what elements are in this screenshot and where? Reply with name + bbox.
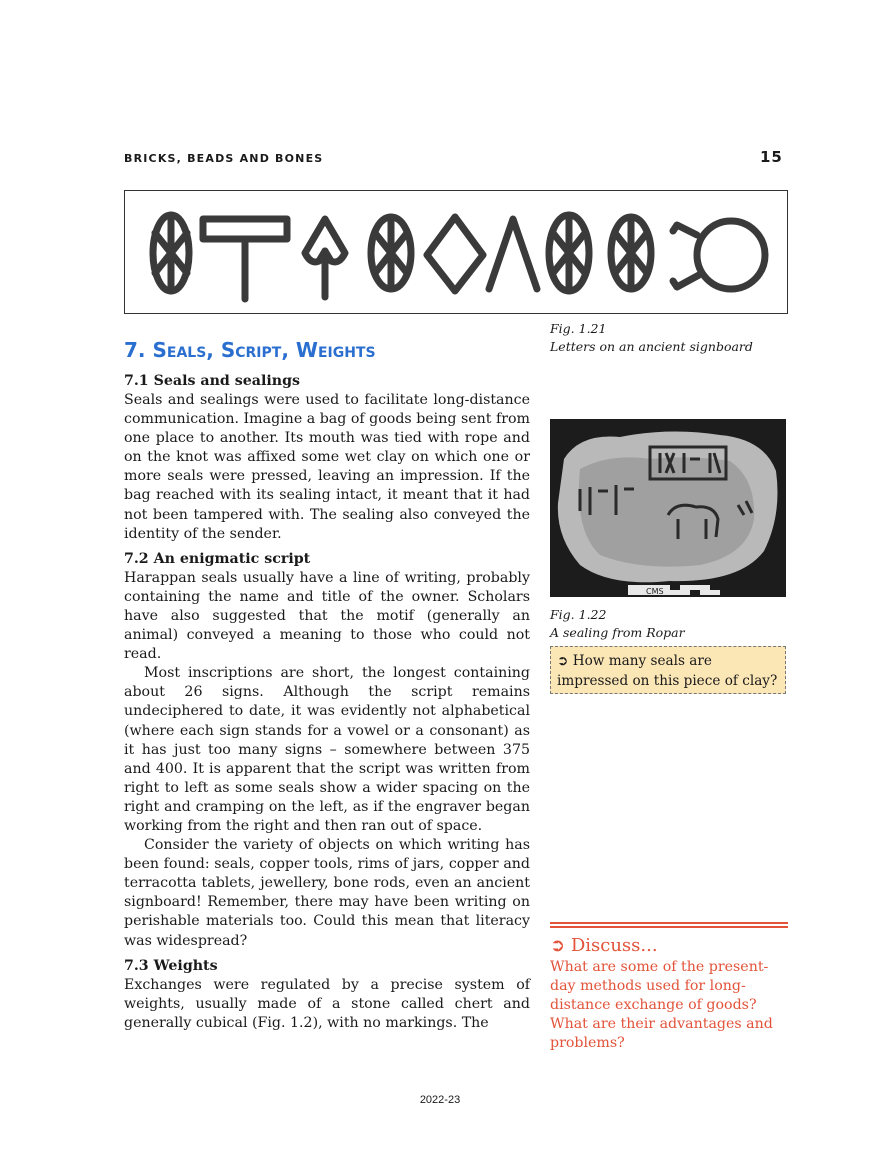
signboard-signs [125, 191, 789, 315]
paragraph: Seals and sealings were used to facilitate long-distance communication. Imagine a bag of goods being sent from one place to another. Its mouth was tied with rope and on the knot was affixed some wet clay on which one or more seals were pressed, leaving an impression. If the bag reached with its sealing intact, it meant that it had not been tampered with. The sealing also conveyed the identity of the sender. [124, 392, 530, 542]
paragraph: Exchanges were regulated by a precise system of weights, usually made of a stone called chert and generally cubical (Fig. 1.2), with no markings. The [124, 976, 530, 1031]
question-text: How many seals are impressed on this piece of clay? [557, 653, 778, 689]
wheel-sign [371, 217, 411, 289]
arrow-sign [305, 219, 345, 297]
lambda-sign [489, 219, 537, 289]
figure-number: Fig. 1.21 [550, 321, 607, 336]
subsection-heading: 7.2 An enigmatic script [124, 550, 311, 567]
discuss-divider [550, 922, 788, 928]
signboard-figure [124, 190, 788, 314]
wheel-sign [153, 215, 189, 291]
question-box [550, 646, 786, 694]
figure-caption-text: Letters on an ancient signboard [550, 339, 753, 354]
sealing-photo [550, 419, 786, 597]
footer-year: 2022-23 [419, 1094, 461, 1106]
section-title: 7. Seals, Script, Weights [124, 338, 376, 362]
arrow-pointer-icon: ➲ [550, 935, 566, 956]
main-text-column [124, 372, 530, 1033]
figure-caption-1-21 [550, 320, 790, 356]
discuss-box [550, 934, 790, 1053]
scale-label: CMS [646, 587, 664, 596]
paragraph: Most inscriptions are short, the longest containing about 26 signs. Although the script remains undeciphered to date, it was evidently not alphabetical (where each sign stands for a vowel or a consonant) as it has just too many signs – somewhere between 375 and 400. It is apparent that the script was written from right to left as some seals show a wider spacing on the right and cramping on the left, as if the engraver began working from the right and then ran out of space. [124, 665, 530, 834]
arrow-pointer-icon: ➲ [557, 653, 569, 669]
t-sign [203, 219, 287, 299]
paragraph: Consider the variety of objects on which writing has been found: seals, copper tools, rims of jars, copper and terracotta tablets, jewellery, bone rods, even an ancient signboard! Remember, there may have been writing on perishable materials too. Could this mean that literacy was widespread? [124, 837, 530, 949]
figure-caption-1-22 [550, 606, 790, 642]
discuss-text: What are some of the present-day methods used for long-distance exchange of goods? What are their advantages and problems? [550, 959, 773, 1051]
page-number: 15 [760, 148, 783, 166]
diamond-sign [427, 217, 483, 291]
bracket-circle-sign [673, 221, 765, 289]
discuss-heading: Discuss... [570, 935, 658, 956]
running-header: BRICKS, BEADS AND BONES [124, 152, 324, 165]
figure-number: Fig. 1.22 [550, 607, 607, 622]
subsection-heading: 7.3 Weights [124, 957, 218, 974]
figure-caption-text: A sealing from Ropar [550, 625, 685, 640]
wheel-sign [549, 215, 589, 291]
wheel-sign [611, 217, 651, 289]
paragraph: Harappan seals usually have a line of writing, probably containing the name and title of the owner. Scholars have also suggested that the motif (generally an animal) conveyed a meaning to those who could not read. [124, 569, 530, 663]
subsection-heading: 7.1 Seals and sealings [124, 373, 300, 389]
